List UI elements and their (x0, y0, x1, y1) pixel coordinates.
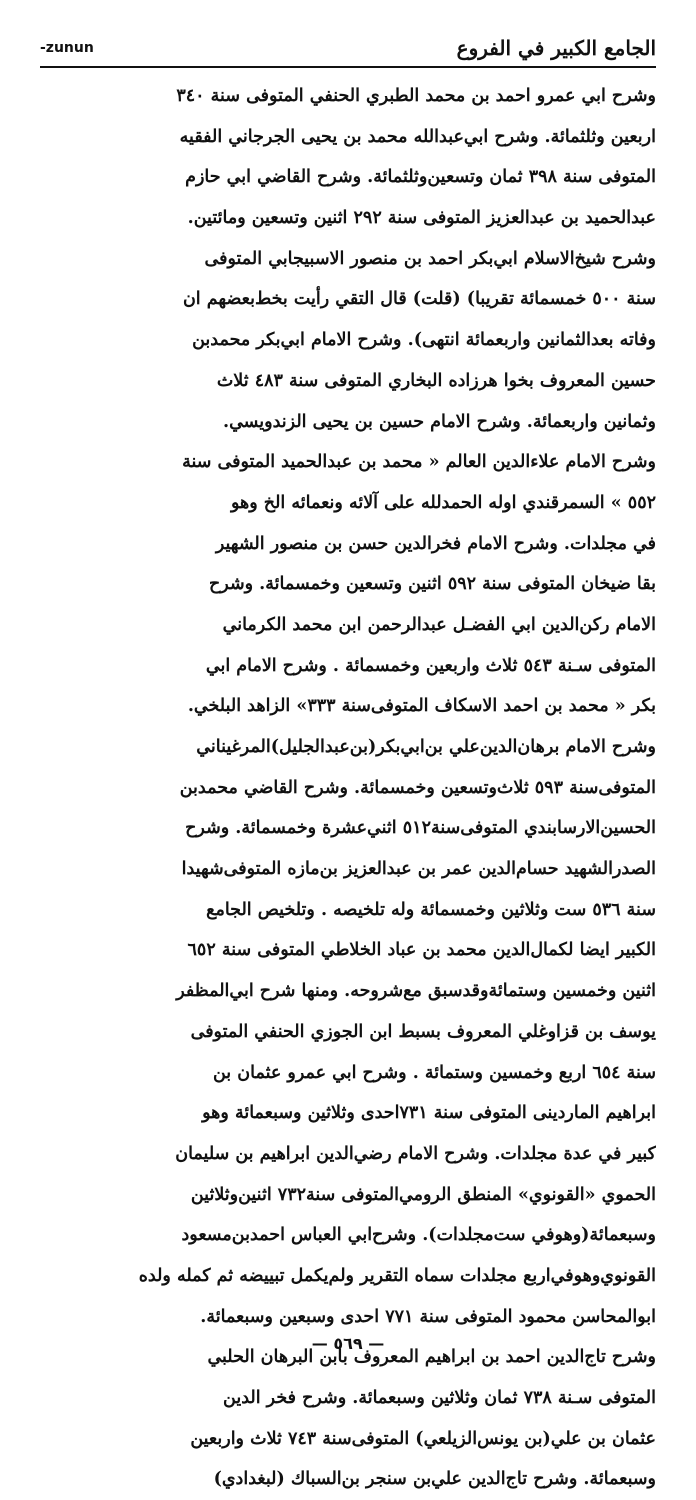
text-line: وفاته بعدالثمانين واربعمائة انتهى). وشرح الامام ابي‌بكر محمدبن (192, 330, 656, 351)
text-line: الصدرالشهيد حسام‌الدين عمر بن عبدالعزيز بن‌مازه المتوفى‌شهيدا (181, 859, 656, 880)
text-line: الامام ركن‌الدين ابي الفضـل عبدالرحمن ابن محمد الكرماني (222, 614, 656, 635)
text-line: المتوفى سنة ٣٩٨ ثمان وتسعين‌وثلثمائة. وشرح القاضي ابي حازم (185, 167, 656, 188)
text-line: عثمان بن علي(بن يونس‌الزيلعي) المتوفى‌سنة ٧٤٣ ثلاث واربعين (190, 1428, 656, 1449)
text-line: وشرح الامام علاءالدين العالم « محمد بن عبدالحميد المتوفى سنة (182, 452, 656, 473)
text-line: المتوفى سـنة ٧٣٨ ثمان وثلاثين وسبعمائة. وشرح فخر الدين (223, 1388, 656, 1408)
running-title: الجامع الكبير في الفروع (456, 36, 656, 60)
text-line: وسبعمائة. وشرح تاج‌الدين علي‌بن سنجر بن‌السباك (لبغدادي) (213, 1469, 656, 1490)
text-line: ٥٥٢ » السمرقندي اوله الحمدلله على آلائه ونعمائه الخ وهو (230, 492, 656, 513)
text-line: المتوفى سـنة ٥٤٣ ثلاث واربعين وخمسمائة . وشرح الامام ابي (205, 655, 656, 676)
text-line: الحموي «القونوي» المنطق الرومي‌المتوفى سنة٧٣٢ اثنين‌وثلاثين (190, 1184, 656, 1205)
text-line: عبدالحميد بن عبدالعزيز المتوفى سنة ٢٩٢ اثنين وتسعين ومائتين. (187, 208, 656, 229)
text-line: وشرح ابي عمرو احمد بن محمد الطبري الحنفي المتوفى سنة ٣٤٠ (176, 86, 656, 106)
text-line: ابوالمحاسن محمود المتوفى سنة ٧٧١ احدى وسبعين وسبعمائة. (200, 1306, 656, 1327)
text-line: وشرح شيخ‌الاسلام ابي‌بكر احمد بن منصور الاسبيجابي المتوفى (204, 248, 656, 269)
text-line: يوسف بن قزاوغلي المعروف بسبط ابن الجوزي الحنفي المتوفى (190, 1021, 656, 1042)
text-line: بكر « محمد بن احمد الاسكاف المتوفى‌سنة ٣٣٣» الزاهد البلخي. (187, 696, 656, 717)
text-line: وشرح الامام برهان‌الدين‌علي بن‌ابي‌بكر(بن‌عبدالجليل)المرغيناني (196, 737, 656, 757)
text-line: سنة ٥٠٠ خمسمائة تقريبا) (قلت) قال التقي رأيت بخط‌بعضهم ان (182, 289, 656, 310)
text-line: حسين المعروف بخوا هرزاده البخاري المتوفى سنة ٤٨٣ ثلاث (216, 370, 656, 391)
header-rule (40, 66, 656, 68)
text-line: الحسين‌الارسابندي المتوفى‌سنة٥١٢ اثني‌عشرة وخمسمائة. وشرح (185, 818, 656, 839)
text-line: المتوفى‌سنة ٥٩٣ ثلاث‌وتسعين وخمسمائة. وشرح القاضي محمدبن (179, 777, 656, 798)
text-line: كبير في عدة مجلدات. وشرح الامام رضي‌الدين ابراهيم بن سليمان (175, 1143, 656, 1164)
text-line: وثمانين واربعمائة. وشرح الامام حسين بن يحيى الزندويسي. (223, 411, 656, 432)
text-line: اربعين وثلثمائة. وشرح ابي‌عبدالله محمد بن يحيى الجرجاني الفقيه (179, 126, 656, 147)
body-text (40, 76, 656, 1500)
text-line: في مجلدات. وشرح الامام فخرالدين حسن بن منصور الشهير (215, 533, 656, 554)
text-line: ابراهيم الماردينى المتوفى سنة ٧٣١احدى وثلاثين وسبعمائة وهو (202, 1103, 656, 1124)
text-line: الكبير ايضا لكمال‌الدين محمد بن عباد الخلاطي المتوفى سنة ٦٥٢ (187, 940, 656, 961)
text-line: سنة ٦٥٤ اربع وخمسين وستمائة . وشرح ابي عمرو عثمان بن (212, 1062, 656, 1083)
text-line: القونوي‌وهوفي‌اربع مجلدات سماه التقرير ولم‌يكمل تبييضه ثم كمله ولده (138, 1265, 656, 1286)
text-line: سنة ٥٣٦ ست وثلاثين وخمسمائة وله تلخيصه . وتلخيص الجامع (206, 899, 656, 920)
page-number: — ٥٦٩ — (311, 1334, 385, 1353)
text-line: وشرح تاج‌الدين احمد بن ابراهيم المعروف بابن البرهان الحلبي (207, 1347, 656, 1368)
page-header (40, 26, 656, 60)
text-line: وسبعمائة(وهوفي ست‌مجلدات). وشرح‌ابي العباس احمدبن‌مسعود (181, 1225, 656, 1246)
text-line: اثنين وخمسين وستمائة‌وقدسبق مع‌شروحه. ومنها شرح ابي‌المظفر (176, 981, 656, 1002)
text-line: بقا ضيخان المتوفى سنة ٥٩٢ اثنين وتسعين وخمسمائة. وشرح (209, 574, 656, 595)
header-tag: -zunun (40, 40, 94, 56)
